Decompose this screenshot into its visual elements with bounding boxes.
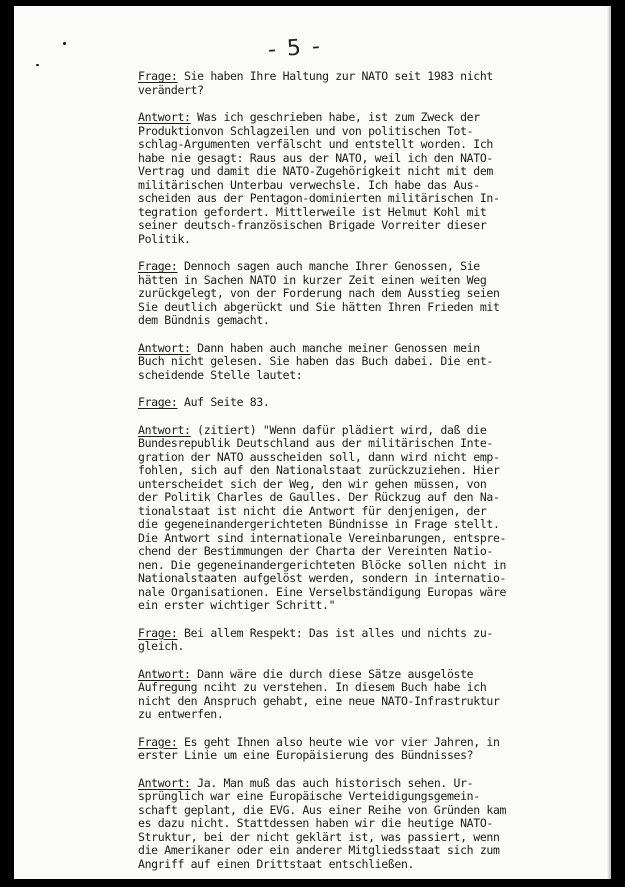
page-edge-shadow bbox=[607, 6, 611, 879]
interview-text bbox=[138, 70, 558, 879]
paragraph-question bbox=[138, 260, 558, 328]
paragraph-text: Was ich geschrieben habe, ist zum Zweck der Produktionvon Schlagzeilen und von politischen Tot- schlag-Argumenten verfälscht und entstellt worden. Ich habe nie gesagt: Raus aus der NATO, weil ich den NATO- Vertrag und damit die NATO-Zugehörigkeit nicht mit dem militärischen Unterbau verwechsle. Ich habe das Aus- scheiden aus der Pentagon-dominierten militärischen In- tegration gefordert. Mittlerweile ist Helmut Kohl mit seiner deutsch-französischen Brigade Vorreiter dieser Politik. bbox=[138, 110, 500, 246]
scan-speck bbox=[63, 42, 66, 45]
paragraph-text: Dann wäre die durch diese Sätze ausgelöste Aufregung nciht zu verstehen. In diesem Buch habe ich nicht den Anspruch gehabt, eine neue NATO-Infrastruktur zu entwerfen. bbox=[138, 666, 500, 721]
scan-speck bbox=[36, 64, 39, 66]
speaker-label: Frage: bbox=[138, 734, 178, 749]
paragraph-question bbox=[138, 396, 558, 410]
paragraph-answer bbox=[138, 111, 558, 246]
paragraph-question bbox=[138, 736, 558, 763]
paragraph-text: Dennoch sagen auch manche Ihrer Genossen, Sie hätten in Sachen NATO in kurzer Zeit einen weiten Weg zurückgelegt, von der Forderung nach dem Ausstieg seien Sie deutlich abgerückt und Sie hätten Ihren Frieden mit dem Bündnis gemacht. bbox=[138, 259, 500, 327]
speaker-label: Antwort: bbox=[138, 775, 191, 790]
paragraph-text: Es geht Ihnen also heute wie vor vier Jahren, in erster Linie um eine Europäisierung des Bündnisses? bbox=[138, 734, 500, 762]
speaker-label: Antwort: bbox=[138, 340, 191, 355]
paragraph-answer bbox=[138, 668, 558, 722]
paragraph-text: Sie haben Ihre Haltung zur NATO seit 1983 nicht verändert? bbox=[138, 69, 493, 97]
speaker-label: Antwort: bbox=[138, 666, 191, 681]
speaker-label: Frage: bbox=[138, 69, 178, 83]
paragraph-text: Ja. Man muß das auch historisch sehen. Ur- sprünglich war eine Europäische Verteidigungsgemein- schaft geplant, die EVG. Aus einer Reihe von Gründen kam es dazu nicht. Stattdessen haben wir die heutige NATO- Struktur, bei der nicht geklärt ist, was passiert, wenn die Amerikaner oder ein anderer Mitgliedsstaat sich zum Angriff auf einen Drittstaat entschließen. bbox=[138, 775, 507, 871]
paragraph-text: Bei allem Respekt: Das ist alles und nichts zu- gleich. bbox=[138, 625, 493, 653]
speaker-label: Frage: bbox=[138, 625, 178, 640]
speaker-label: Antwort: bbox=[138, 422, 191, 437]
paragraph-question bbox=[138, 70, 558, 97]
speaker-label: Antwort: bbox=[138, 110, 191, 124]
paragraph-text: Auf Seite 83. bbox=[177, 395, 270, 409]
page-number: - 5 - bbox=[267, 34, 323, 63]
speaker-label: Frage: bbox=[138, 259, 178, 273]
speaker-label: Frage: bbox=[138, 395, 178, 409]
paragraph-answer bbox=[138, 342, 558, 383]
paragraph-text: Dann haben auch manche meiner Genossen mein Buch nicht gelesen. Sie haben das Buch dabei. Die ent- scheidende Stelle lautet: bbox=[138, 340, 493, 382]
paragraph-question bbox=[138, 627, 558, 654]
paragraph-text: (zitiert) "Wenn dafür plädiert wird, daß die Bundesrepublik Deutschland aus der militärischen Inte- gration der NATO ausscheiden soll, dann wird nicht emp- fohlen, sich auf den Nationalstaat zurückzuziehen. Hier unterscheidet sich der Weg, den wir gehen müssen, von der Politik Charles de Gaulles. Der Rückzug auf den Na- tionalstaat ist nicht die Antwort für denjenigen, der die gegeneinandergerichteten Bündnisse in Frage stellt. Die Antwort sind internationale Vereinbarungen, entspre- chend der Bestimmungen der Charta der Vereinten Natio- nen. Die gegeneinandergerichteten Blöcke sollen nicht in Nationalstaaten aufgelöst werden, sondern in internatio- nale Organisationen. Eine Verselbständigung Europas wäre ein erster wichtiger Schritt." bbox=[138, 422, 507, 612]
document-page bbox=[14, 6, 611, 879]
paragraph-answer bbox=[138, 777, 558, 872]
paragraph-answer bbox=[138, 424, 558, 613]
